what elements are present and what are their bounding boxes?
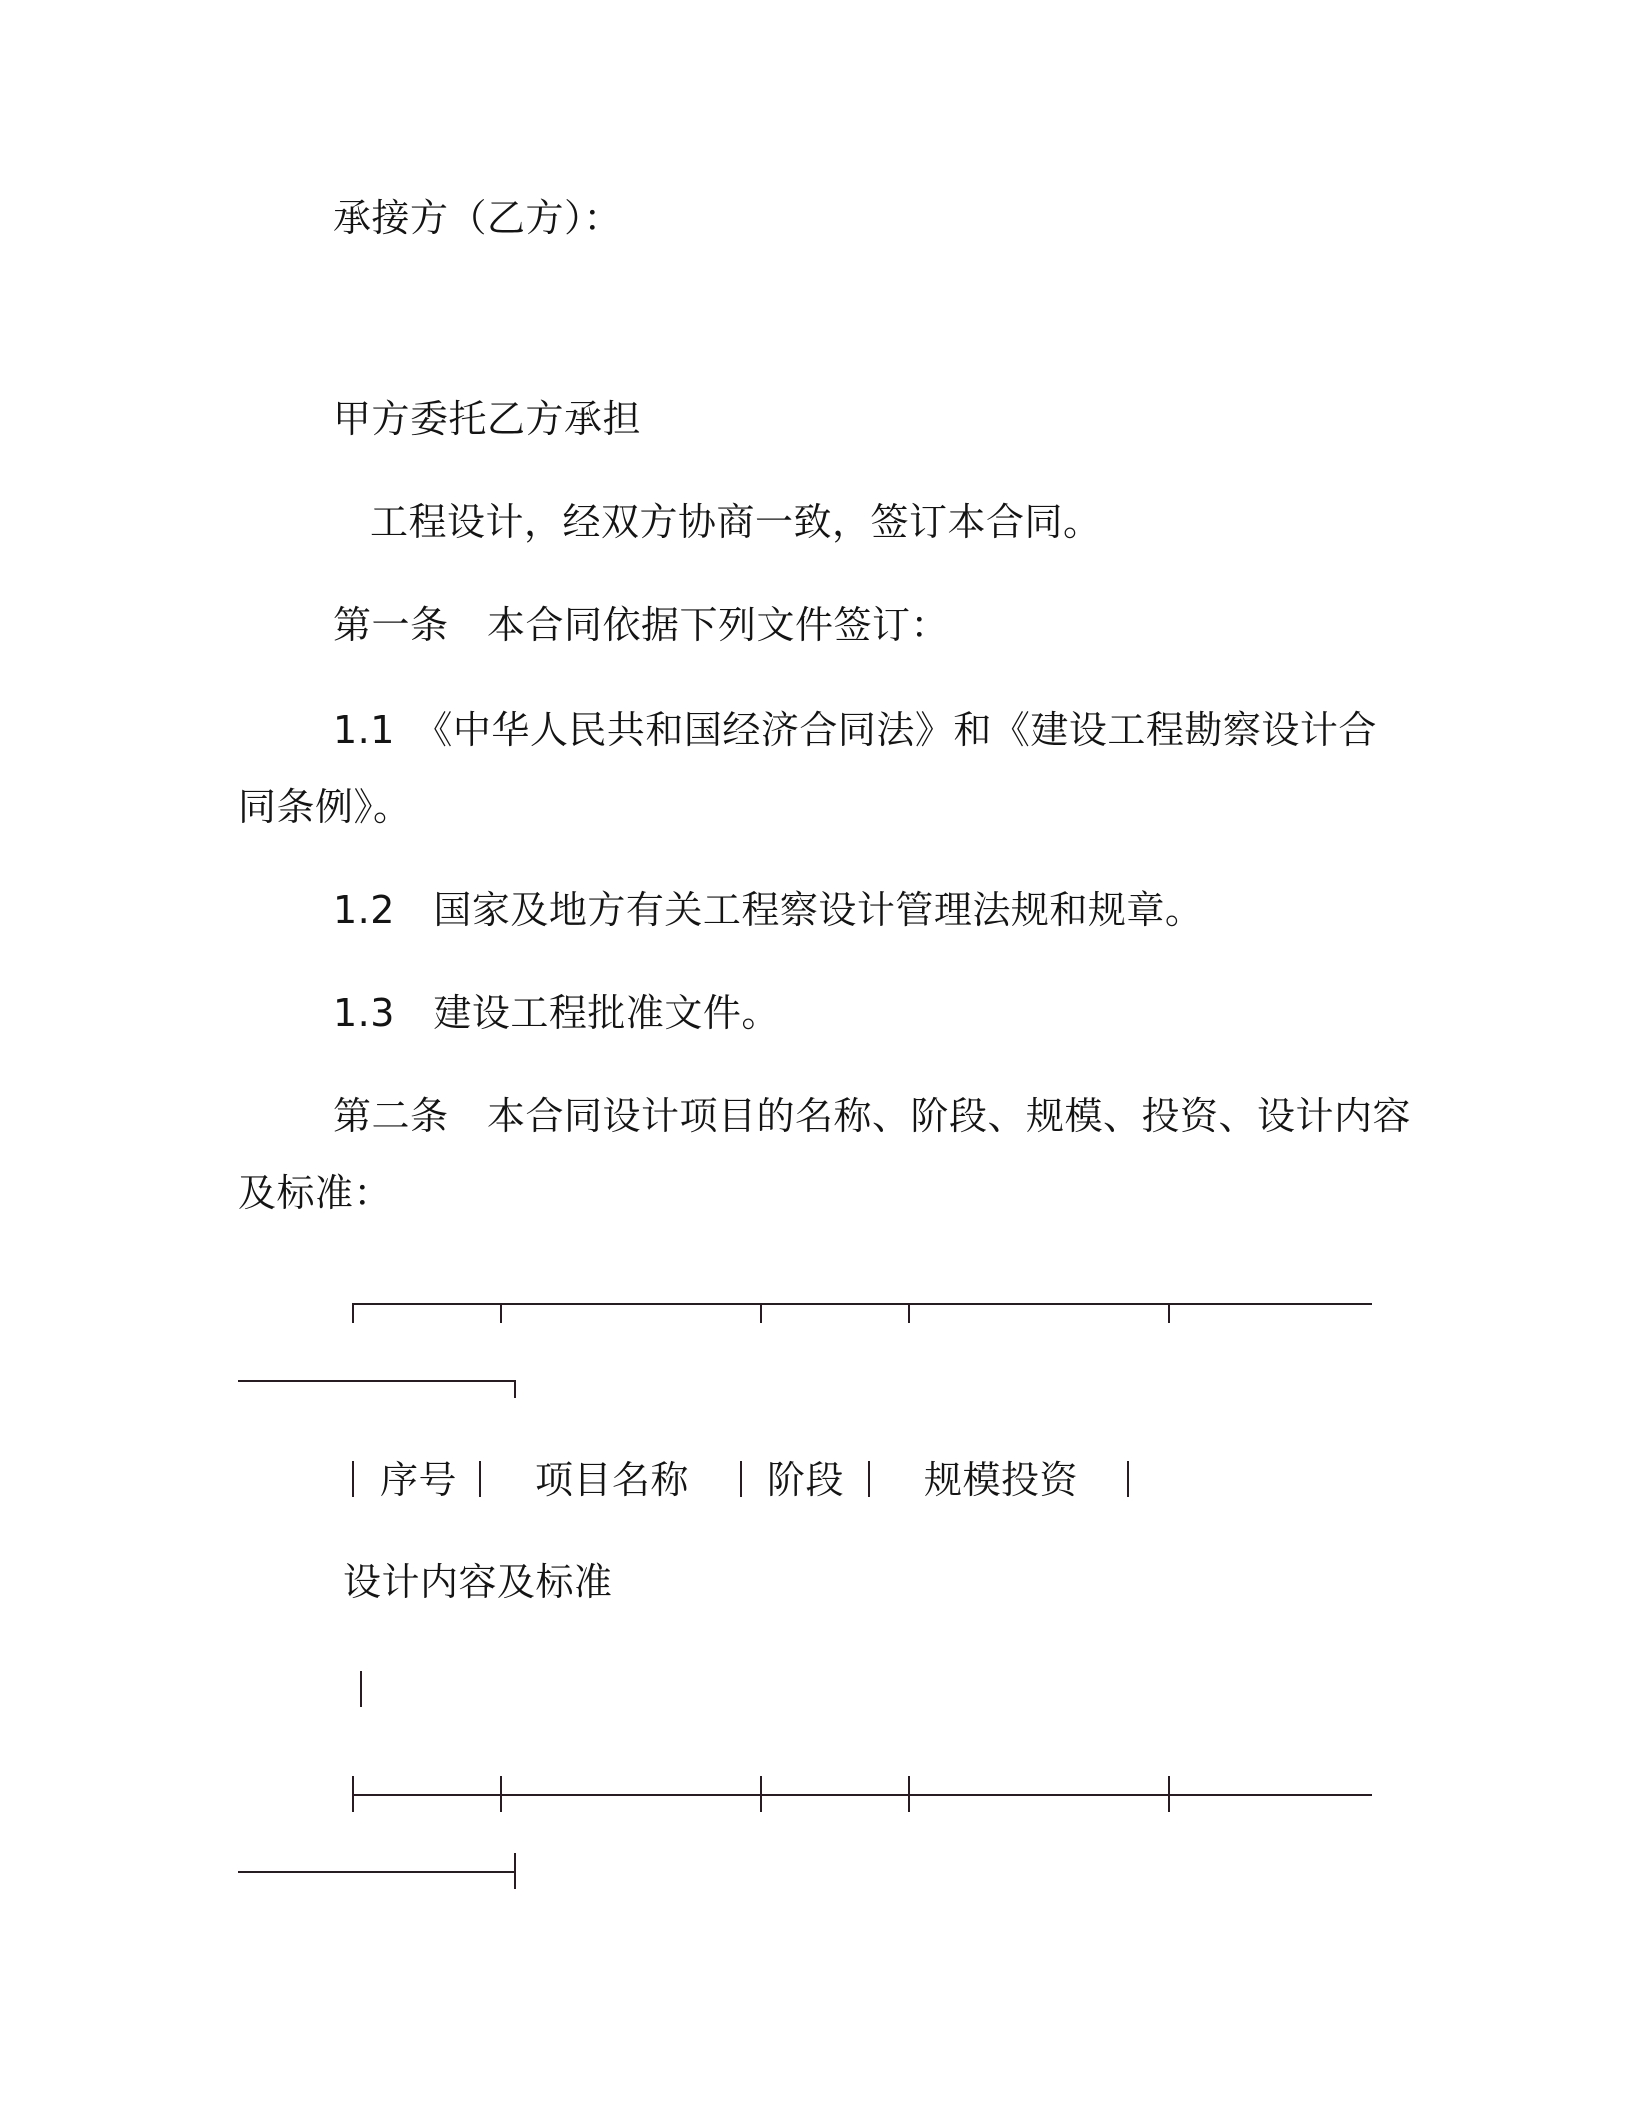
table-top-rule-wrap [238, 1380, 516, 1382]
header-col-content: 设计内容及标准 [343, 1560, 613, 1604]
table-bottom-tick [1168, 1776, 1170, 1812]
article-1-heading: 第一条 本合同依据下列文件签订： [333, 603, 950, 647]
project-design-line: 工程设计，经双方协商一致，签订本合同。 [370, 500, 1102, 544]
table-top-tick [352, 1303, 354, 1323]
clause-1-3: 1.3 建设工程批准文件。 [333, 991, 780, 1035]
clause-1-2: 1.2 国家及地方有关工程察设计管理法规和规章。 [333, 888, 1204, 932]
table-bottom-tick [500, 1776, 502, 1812]
entrust-line: 甲方委托乙方承担 [333, 397, 642, 441]
table-bottom-rule [352, 1794, 1372, 1796]
table-top-rule [352, 1303, 1372, 1305]
cell-divider [1127, 1461, 1129, 1497]
table-top-tick [500, 1303, 502, 1323]
cell-divider [868, 1461, 870, 1497]
table-bottom-tick [760, 1776, 762, 1812]
table-bottom-tick [514, 1853, 516, 1889]
table-top-tick [514, 1380, 516, 1398]
clause-1-1-line1: 1.1 《中华人民共和国经济合同法》和《建设工程勘察设计合 [333, 708, 1377, 752]
header-col-name: 项目名称 [535, 1458, 690, 1502]
cell-divider [479, 1461, 481, 1497]
header-col-stage: 阶段 [767, 1458, 845, 1502]
table-top-tick [908, 1303, 910, 1323]
article-2-line2: 及标准： [238, 1171, 393, 1215]
article-2-line1: 第二条 本合同设计项目的名称、阶段、规模、投资、设计内容 [333, 1094, 1412, 1138]
table-bottom-rule-wrap [238, 1871, 516, 1873]
cell-divider [360, 1671, 362, 1707]
table-bottom-tick [352, 1776, 354, 1812]
table-bottom-tick [908, 1776, 910, 1812]
table-top-tick [760, 1303, 762, 1323]
header-col-no: 序号 [380, 1458, 458, 1502]
cell-divider [352, 1461, 354, 1497]
cell-divider [740, 1461, 742, 1497]
clause-1-1-line2: 同条例》。 [238, 785, 412, 829]
contractor-line: 承接方（乙方）： [333, 196, 623, 240]
table-top-tick [1168, 1303, 1170, 1323]
header-col-scale: 规模投资 [924, 1458, 1079, 1502]
